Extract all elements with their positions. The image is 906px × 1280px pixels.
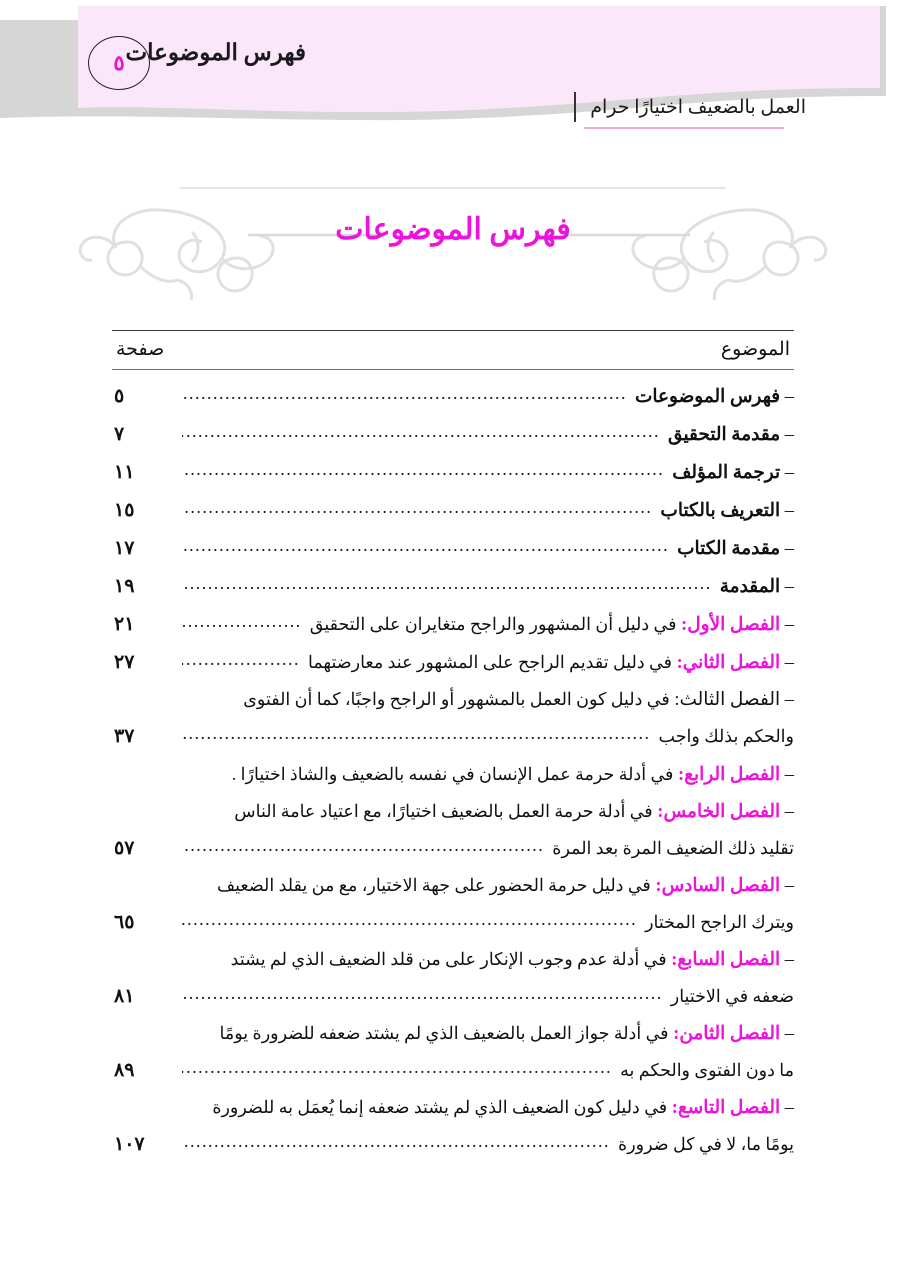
toc-dot-leader [182,904,637,936]
toc-entry[interactable] [112,1092,794,1164]
toc-entry-title: ما دون الفتوى والحكم به [620,1060,794,1080]
toc-entry-text [172,944,794,976]
toc-entry-text [671,981,794,1013]
toc-page-number: ٨١ [114,986,135,1007]
toc-page-number: ٥٧ [114,838,135,859]
toc-entry-text [659,721,794,753]
toc-entry-text [172,796,794,828]
toc-entry-text [308,647,794,679]
toc-entry-dash: – [780,615,794,635]
table-of-contents [112,330,794,1166]
toc-entry-dash: – [780,463,794,483]
toc-entry-dash: – [780,765,794,785]
toc-chapter-label: الفصل الرابع: [673,765,781,785]
toc-dot-leader [182,1052,612,1084]
toc-entry-title: ويترك الراجح المختار [645,912,794,932]
toc-page-number: ٢١ [114,614,135,635]
toc-chapter-label: الفصل السابع: [666,950,781,970]
toc-entry-line [112,944,794,980]
toc-entry-line [112,456,794,492]
toc-entry[interactable] [112,758,794,794]
toc-entry-text [618,1129,794,1161]
toc-entry-line [112,758,794,794]
toc-chapter-label: الفصل التاسع: [667,1098,781,1118]
toc-entry-dash: – [780,1098,794,1118]
toc-dot-leader [182,978,663,1010]
toc-col-page-header: صفحة [116,339,165,360]
toc-page-number: ٢٧ [114,652,135,673]
toc-entry-dash: – [780,501,794,521]
running-title-text: العمل بالضعيف اختيارًا حرام [590,96,806,118]
toc-entry-text [172,759,794,791]
toc-entry-line [112,418,794,454]
toc-entry[interactable] [112,944,794,1016]
toc-entry[interactable] [112,418,794,454]
toc-entry[interactable] [112,456,794,492]
toc-entry-line [112,608,794,644]
toc-entry-title: تقليد ذلك الضعيف المرة بعد المرة [552,838,794,858]
toc-entry-title: ضعفه في الاختيار [670,986,794,1006]
toc-entry-text [660,495,794,527]
toc-dot-leader [182,1126,610,1158]
toc-entry-title: في دليل كون الضعيف الذي لم يشتد ضعفه إنما يُعمَل به للضرورة [212,1097,668,1117]
toc-page-number: ٧ [114,424,125,445]
toc-entry-line [112,906,794,942]
toc-entry[interactable] [112,1018,794,1090]
toc-entry-title: فهرس الموضوعات [634,387,781,407]
toc-entry-title: في دليل كون العمل بالمشهور أو الراجح واجبًا، كما أن الفتوى [243,689,670,709]
folio-number: ٥ [88,36,150,90]
toc-entry-dash: – [780,653,794,673]
toc-entry-line [112,870,794,906]
toc-dot-leader [182,378,627,410]
toc-entry-text [172,870,794,902]
toc-entry-text [172,1092,794,1124]
toc-dot-leader [182,416,660,448]
toc-entry-text [172,1018,794,1050]
toc-dot-leader [182,568,712,600]
toc-page-number: ١٠٧ [114,1134,145,1155]
toc-entry-text [668,419,794,451]
toc-entry-text [645,907,794,939]
toc-entry-dash: – [780,425,794,445]
toc-entry-title: مقدمة التحقيق [668,425,781,445]
toc-entry-title: يومًا ما، لا في كل ضرورة [618,1134,794,1154]
running-title-block [574,92,806,129]
toc-entry[interactable] [112,646,794,682]
toc-entry-text [672,457,794,489]
toc-entry-dash: – [780,539,794,559]
toc-entry-dash: – [780,876,794,896]
toc-page-number: ٥ [114,386,125,407]
toc-entry-line [112,380,794,416]
toc-page-number: ٦٥ [114,912,135,933]
toc-entry-line [112,720,794,756]
toc-entry-title: في دليل أن المشهور والراجح متغايران على التحقيق [309,614,677,634]
toc-entry[interactable] [112,532,794,568]
toc-entry-title: في دليل حرمة الحضور على جهة الاختيار، مع من يقلد الضعيف [216,875,651,895]
toc-entry-line [112,570,794,606]
toc-entry-title: في أدلة جواز العمل بالضعيف الذي لم يشتد ضعفه للضرورة يومًا [219,1023,669,1043]
page-title: فهرس الموضوعات [335,213,571,246]
toc-entry[interactable] [112,494,794,530]
toc-page-number: ١٥ [114,500,135,521]
toc-chapter-label: الفصل الأول: [676,615,781,635]
toc-entry-title: ترجمة المؤلف [672,463,781,483]
toc-dot-leader [182,530,669,562]
toc-entry-title: في دليل تقديم الراجح على المشهور عند معارضتهما [307,652,672,672]
toc-entry-text [310,609,794,641]
toc-entry-title: التعريف بالكتاب [660,501,781,521]
toc-entry-line [112,494,794,530]
toc-entry-line [112,1054,794,1090]
toc-entry-line [112,980,794,1016]
toc-dot-leader [182,492,652,524]
toc-header-row [112,331,794,369]
toc-entry[interactable] [112,608,794,644]
toc-entry-list [112,370,794,1164]
toc-entry[interactable] [112,570,794,606]
toc-entry-text [552,833,794,865]
toc-chapter-label: الفصل الثاني: [671,653,781,673]
toc-dot-leader [182,454,664,486]
toc-chapter-label: الفصل الخامس: [652,802,781,822]
toc-chapter-label: الفصل السادس: [650,876,781,896]
toc-entry-line [112,646,794,682]
toc-entry[interactable] [112,684,794,756]
toc-entry-title: والحكم بذلك واجب [658,726,794,746]
running-title-underline [584,127,784,129]
toc-entry-line [112,1018,794,1054]
toc-entry-dash: – [780,1024,794,1044]
toc-dot-leader [182,830,544,862]
toc-entry-dash: – [780,802,794,822]
toc-entry[interactable] [112,870,794,942]
toc-page-number: ١٩ [114,576,135,597]
toc-entry-line [112,796,794,832]
toc-page-number: ٨٩ [114,1060,135,1081]
toc-entry-line [112,1092,794,1128]
toc-chapter-label: الفصل الثامن: [668,1024,781,1044]
toc-entry-dash: – [780,950,794,970]
toc-entry-title: في أدلة حرمة العمل بالضعيف اختيارًا، مع اعتياد عامة الناس [234,801,653,821]
toc-entry-text [620,1055,794,1087]
toc-entry-line [112,1128,794,1164]
toc-entry-title: في أدلة حرمة عمل الإنسان في نفسه بالضعيف والشاذ اختيارًا . [231,764,674,784]
toc-dot-leader [182,644,300,676]
toc-dot-leader [182,606,302,638]
toc-page-number: ٣٧ [114,726,135,747]
toc-entry[interactable] [112,796,794,868]
toc-entry-text [635,381,794,413]
toc-entry[interactable] [112,380,794,416]
toc-col-topic-header: الموضوع [720,339,790,360]
toc-entry-text [677,533,794,565]
header-section-label: فهرس الموضوعات [125,40,306,65]
toc-entry-line [112,684,794,720]
toc-entry-dash: – [780,577,794,597]
toc-entry-text [720,571,794,603]
toc-entry-dash: – [780,690,794,710]
toc-entry-dash: – [780,387,794,407]
toc-entry-title: في أدلة عدم وجوب الإنكار على من قلد الضعيف الذي لم يشتد [230,949,667,969]
toc-page-number: ١١ [114,462,135,483]
toc-page-number: ١٧ [114,538,135,559]
toc-entry-title: المقدمة [719,577,781,597]
toc-dot-leader [182,718,651,750]
toc-entry-title: مقدمة الكتاب [677,539,781,559]
toc-entry-text [172,684,794,716]
toc-entry-line [112,532,794,568]
toc-chapter-label: الفصل الثالث: [669,690,781,710]
running-title-divider [574,92,576,122]
toc-entry-line [112,832,794,868]
